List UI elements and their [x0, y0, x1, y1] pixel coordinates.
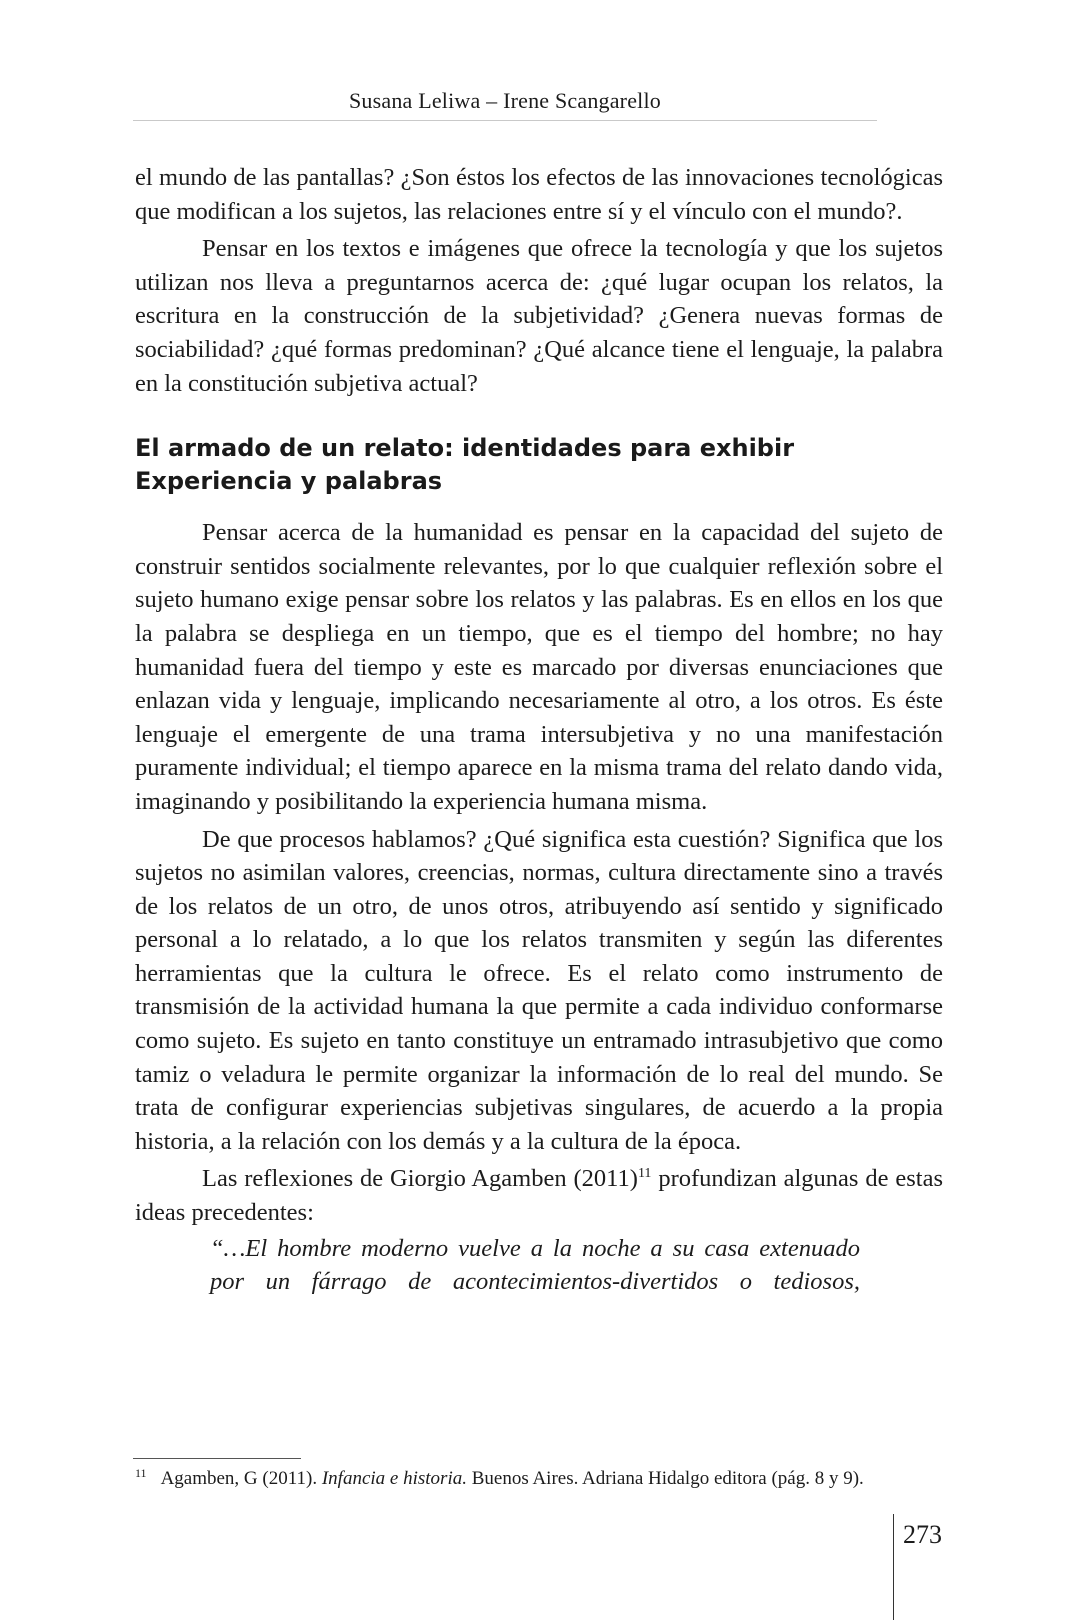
paragraph-text: profundizan algunas de estas ideas precedentes: — [135, 1165, 943, 1227]
paragraph: De que procesos hablamos? ¿Qué significa esta cuestión? Significa que los sujetos no asimilan valores, creencias, normas, cultura directamente sino a través de los relatos de un otro, de unos otros, atribuyendo así sentido y significado personal a lo relatado, a lo que los relatos transmiten y según las diferentes herramientas que la cultura le ofrece. Es el relato como instrumento de transmisión de la actividad humana la que permite a cada individuo conformarse como sujeto. Es sujeto en tanto constituye un entramado intrasubjetivo que como tamiz o veladura le permite organizar la información de lo real del mundo. Se trata de configurar experiencias subjetivas singulares, de acuerdo a la propia historia, a la relación con los demás y a la cultura de la época. — [135, 825, 943, 1155]
running-title: Susana Leliwa – Irene Scangarello — [348, 88, 662, 113]
footnote-number: 11 — [135, 1465, 147, 1480]
quote-line: “…El hombre moderno vuelve a la noche a su casa extenuado — [210, 1234, 860, 1262]
footnote-book-title: Infancia e historia. — [321, 1468, 467, 1489]
paragraph-text: Las reflexiones de Giorgio Agamben (2011) — [202, 1165, 638, 1193]
section-heading-line: El armado de un relato: identidades para exhibir — [135, 434, 795, 463]
page-body — [135, 161, 943, 1298]
footnote-text: Buenos Aires. Adriana Hidalgo editora (pág. 8 y 9). — [467, 1468, 864, 1489]
paragraph: el mundo de las pantallas? ¿Son éstos los efectos de las innovaciones tecnológicas que modifican a los sujetos, las relaciones entre sí y el vínculo con el mundo?. — [135, 164, 943, 225]
paragraph: Pensar en los textos e imágenes que ofrece la tecnología y que los sujetos utilizan nos lleva a preguntarnos acerca de: ¿qué lugar ocupan los relatos, la escritura en la construcción de la subjetividad? ¿Genera nuevas formas de sociabilidad? ¿qué formas predominan? ¿Qué alcance tiene el lenguaje, la palabra en la constitución subjetiva actual? — [135, 235, 943, 397]
running-header — [133, 88, 877, 121]
section-heading-line: Experiencia y palabras — [135, 467, 443, 496]
page-number-divider — [893, 1514, 894, 1620]
section-heading — [135, 432, 943, 498]
paragraph — [135, 1162, 943, 1229]
footnote-text: Agamben, G (2011). — [160, 1468, 322, 1489]
block-quote — [210, 1232, 860, 1298]
paragraph: Pensar acerca de la humanidad es pensar en la capacidad del sujeto de construir sentidos socialmente relevantes, por lo que cualquier reflexión sobre el sujeto humano exige pensar sobre los relatos y las palabras. Es en ellos en los que la palabra se despliega en un tiempo, que es el tiempo del hombre; no hay humanidad fuera del tiempo y este es marcado por diversas enunciaciones que enlazan vida y lenguaje, implicando necesariamente al otro, a los otros. Es éste lenguaje el emergente de una trama intersubjetiva y no una manifestación puramente individual; el tiempo aparece en la misma trama del relato dando vida, imaginando y posibilitando la experiencia humana misma. — [135, 519, 943, 815]
footnote — [135, 1466, 943, 1492]
footnote-reference: 11 — [637, 1166, 652, 1182]
footnote-divider — [133, 1458, 301, 1459]
page-number: 273 — [903, 1520, 942, 1549]
quote-line: por un fárrago de acontecimientos-divertidos o tediosos, — [210, 1267, 860, 1295]
